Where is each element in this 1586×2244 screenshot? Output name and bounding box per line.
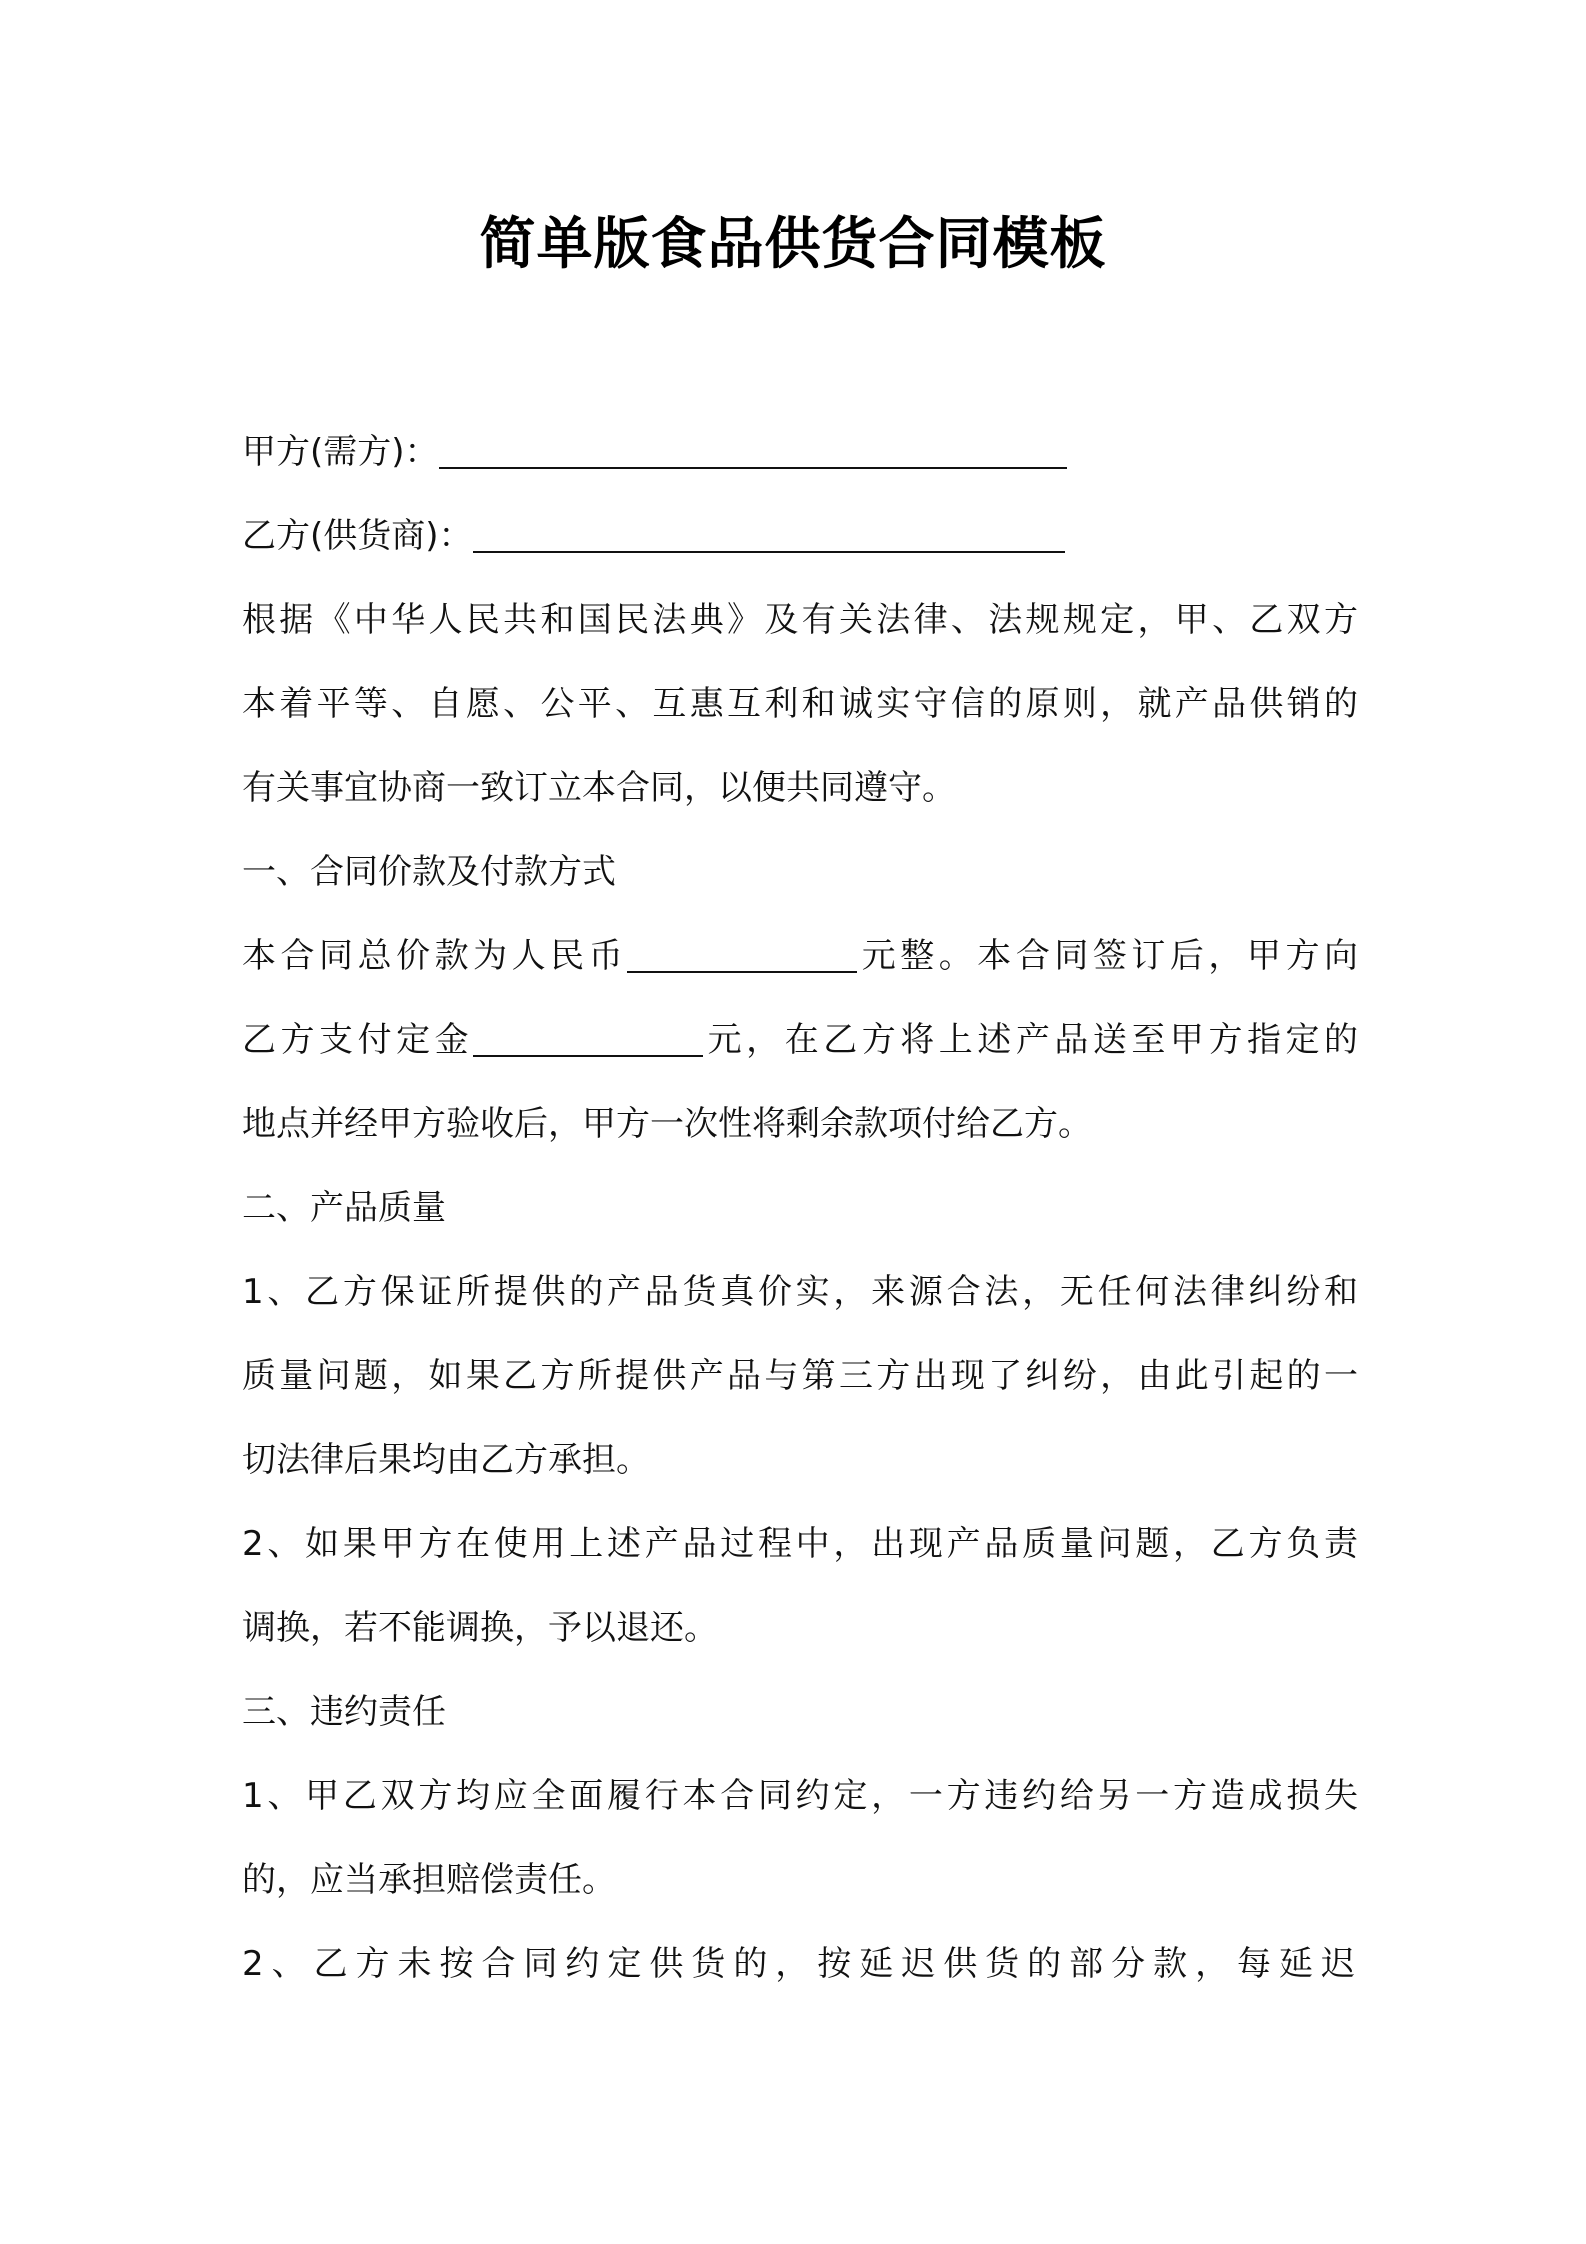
section-heading: 一、合同价款及付款方式 bbox=[242, 852, 616, 892]
price-line bbox=[242, 914, 1358, 998]
total-amount-blank[interactable] bbox=[627, 937, 857, 973]
clause-line: 质量问题，如果乙方所提供产品与第三方出现了纠纷，由此引起的一 bbox=[242, 1356, 1358, 1396]
party-a-line bbox=[242, 410, 1358, 494]
section-heading: 二、产品质量 bbox=[242, 1188, 446, 1228]
clause-line: 2、乙方未按合同约定供货的，按延迟供货的部分款，每延迟 bbox=[242, 1944, 1358, 1984]
deposit-text-before: 乙方支付定金 bbox=[242, 1020, 474, 1060]
party-b-blank[interactable] bbox=[473, 517, 1065, 553]
payment-line: 地点并经甲方验收后，甲方一次性将剩余款项付给乙方。 bbox=[242, 1104, 1092, 1144]
section-heading: 三、违约责任 bbox=[242, 1692, 446, 1732]
clause-line: 2、如果甲方在使用上述产品过程中，出现产品质量问题，乙方负责 bbox=[242, 1524, 1358, 1564]
intro-line: 本着平等、自愿、公平、互惠互利和诚实守信的原则，就产品供销的 bbox=[242, 684, 1358, 724]
clause-line: 1、甲乙双方均应全面履行本合同约定，一方违约给另一方造成损失 bbox=[242, 1776, 1358, 1816]
intro-line: 有关事宜协商一致订立本合同，以便共同遵守。 bbox=[242, 768, 956, 808]
deposit-text-after: 元，在乙方将上述产品送至甲方指定的 bbox=[703, 1020, 1358, 1060]
clause-line: 调换，若不能调换，予以退还。 bbox=[242, 1608, 718, 1648]
document-title: 简单版食品供货合同模板 bbox=[479, 212, 1107, 277]
deposit-amount-blank[interactable] bbox=[473, 1021, 703, 1057]
price-text-after: 元整。本合同签订后，甲方向 bbox=[857, 936, 1358, 976]
clause-line: 切法律后果均由乙方承担。 bbox=[242, 1440, 650, 1480]
party-a-blank[interactable] bbox=[439, 433, 1067, 469]
intro-line: 根据《中华人民共和国民法典》及有关法律、法规规定，甲、乙双方 bbox=[242, 600, 1358, 640]
party-a-label: 甲方(需方)： bbox=[242, 432, 439, 472]
document-body bbox=[242, 410, 1358, 2006]
party-b-label: 乙方(供货商)： bbox=[242, 516, 473, 556]
price-text-before: 本合同总价款为人民币 bbox=[242, 936, 628, 976]
clause-line: 1、乙方保证所提供的产品货真价实，来源合法，无任何法律纠纷和 bbox=[242, 1272, 1358, 1312]
clause-line: 的，应当承担赔偿责任。 bbox=[242, 1860, 616, 1900]
party-b-line bbox=[242, 494, 1358, 578]
deposit-line bbox=[242, 998, 1358, 1082]
